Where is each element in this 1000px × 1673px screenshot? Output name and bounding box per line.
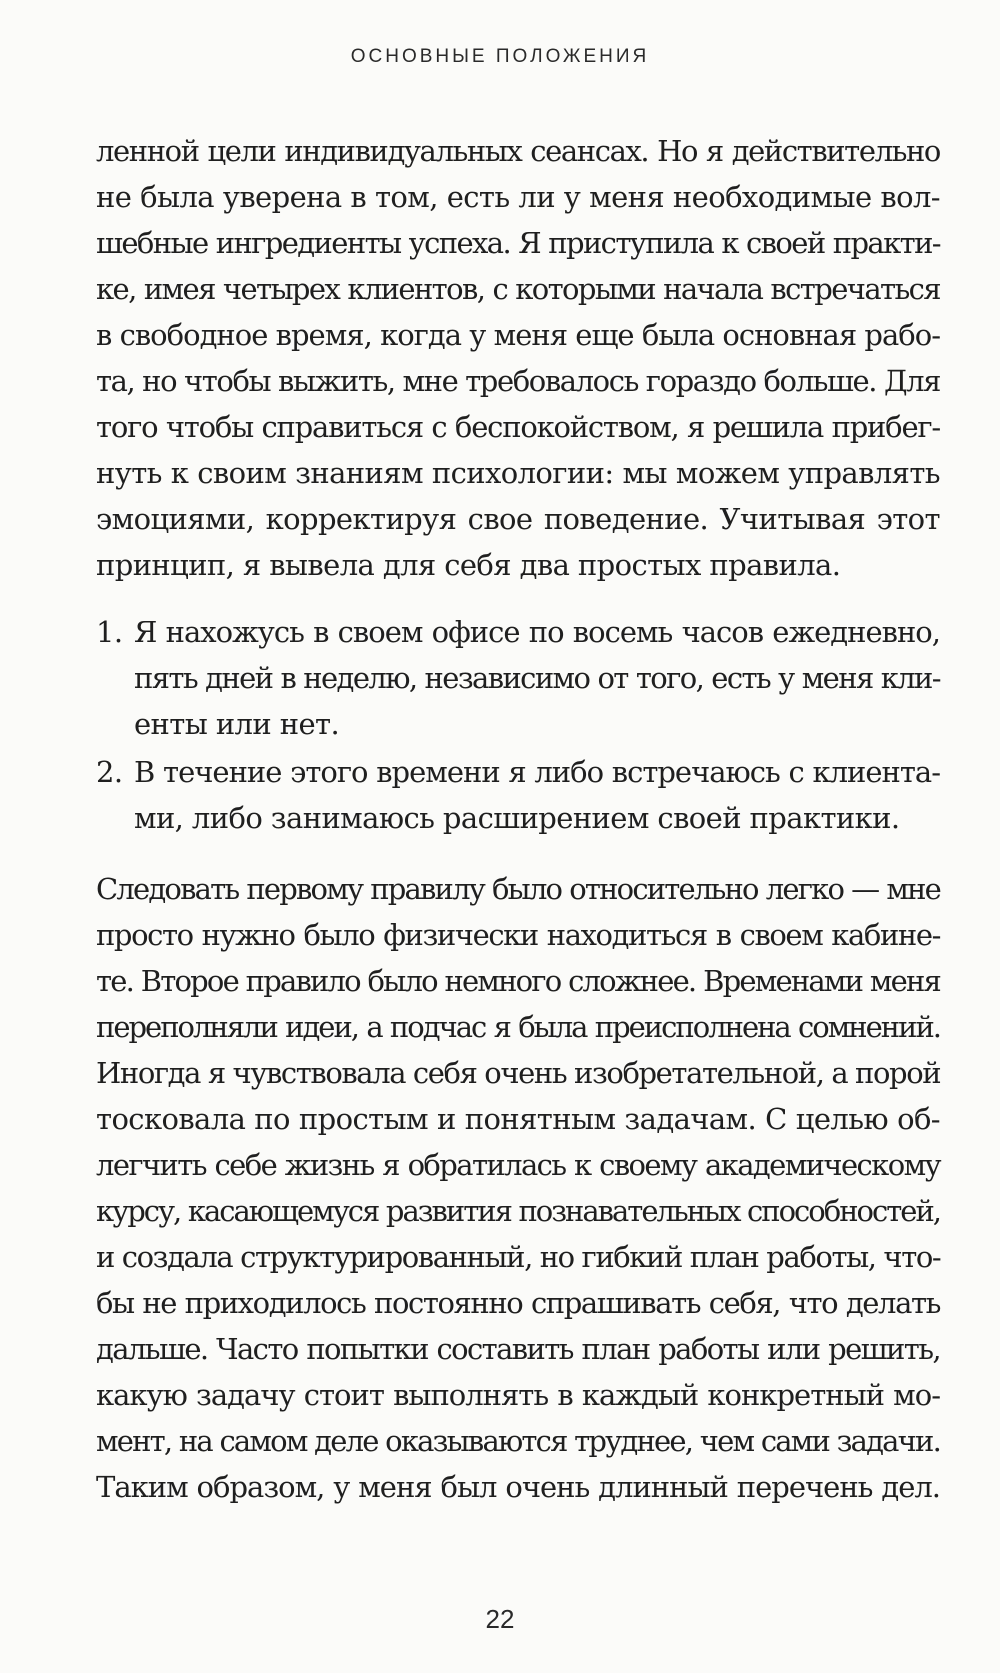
text-line: шебные ингредиенты успеха. Я приступила к своей практи- bbox=[96, 226, 940, 260]
list-item-number: 2. bbox=[96, 755, 123, 789]
text-line: какую задачу стоит выполнять в каждый конкретный мо- bbox=[96, 1378, 940, 1412]
text-line: енты или нет. bbox=[134, 707, 340, 741]
paragraph-2 bbox=[96, 866, 940, 1510]
text-line: эмоциями, корректируя свое поведение. Учитывая этот bbox=[96, 502, 940, 536]
text-line: дальше. Часто попытки составить план работы или решить, bbox=[96, 1332, 940, 1366]
text-line: переполняли идеи, а подчас я была преисполнена сомнений. bbox=[96, 1010, 940, 1044]
list-item bbox=[96, 609, 940, 747]
text-line: бы не приходилось постоянно спрашивать себя, что делать bbox=[96, 1286, 940, 1320]
text-line: тосковала по простым и понятным задачам. С целью об- bbox=[96, 1102, 940, 1136]
text-line: ленной цели индивидуальных сеансах. Но я действительно bbox=[96, 134, 940, 168]
text-line: мент, на самом деле оказываются труднее, чем сами задачи. bbox=[96, 1424, 940, 1458]
text-line: та, но чтобы выжить, мне требовалось гораздо больше. Для bbox=[96, 364, 941, 398]
text-line: Я нахожусь в своем офисе по восемь часов ежедневно, bbox=[134, 615, 940, 649]
list-item bbox=[96, 749, 940, 841]
text-line: те. Второе правило было немного сложнее. Временами меня bbox=[96, 964, 940, 998]
list-item-number: 1. bbox=[96, 615, 123, 649]
rules-list bbox=[96, 609, 940, 841]
text-line: и создала структурированный, но гибкий план работы, что- bbox=[96, 1240, 941, 1274]
text-line: пять дней в неделю, независимо от того, есть у меня кли- bbox=[134, 661, 940, 695]
text-line: Таким образом, у меня был очень длинный перечень дел. bbox=[96, 1470, 940, 1504]
text-line: не была уверена в том, есть ли у меня необходимые вол- bbox=[96, 180, 940, 214]
text-line: ми, либо занимаюсь расширением своей практики. bbox=[134, 801, 900, 835]
paragraph-1 bbox=[96, 128, 940, 588]
text-line: нуть к своим знаниям психологии: мы можем управлять bbox=[96, 456, 940, 490]
text-line: курсу, касающемуся развития познавательных способностей, bbox=[96, 1194, 940, 1228]
text-line: ке, имея четырех клиентов, с которыми начала встречаться bbox=[96, 272, 940, 306]
text-line: принцип, я вывела для себя два простых правила. bbox=[96, 548, 841, 582]
running-head: ОСНОВНЫЕ ПОЛОЖЕНИЯ bbox=[350, 46, 650, 67]
text-line: просто нужно было физически находиться в своем кабине- bbox=[96, 918, 940, 952]
list-item-text bbox=[134, 609, 940, 747]
text-line: легчить себе жизнь я обратилась к своему академическому bbox=[96, 1148, 940, 1182]
text-line: Следовать первому правилу было относительно легко — мне bbox=[96, 872, 940, 906]
text-line: В течение этого времени я либо встречаюсь с клиента- bbox=[134, 755, 940, 789]
text-line: того чтобы справиться с беспокойством, я решила прибег- bbox=[96, 410, 940, 444]
list-item-text bbox=[134, 749, 940, 841]
text-line: Иногда я чувствовала себя очень изобретательной, а порой bbox=[96, 1056, 941, 1090]
text-line: в свободное время, когда у меня еще была основная рабо- bbox=[96, 318, 940, 352]
page-number: 22 bbox=[485, 1604, 515, 1634]
